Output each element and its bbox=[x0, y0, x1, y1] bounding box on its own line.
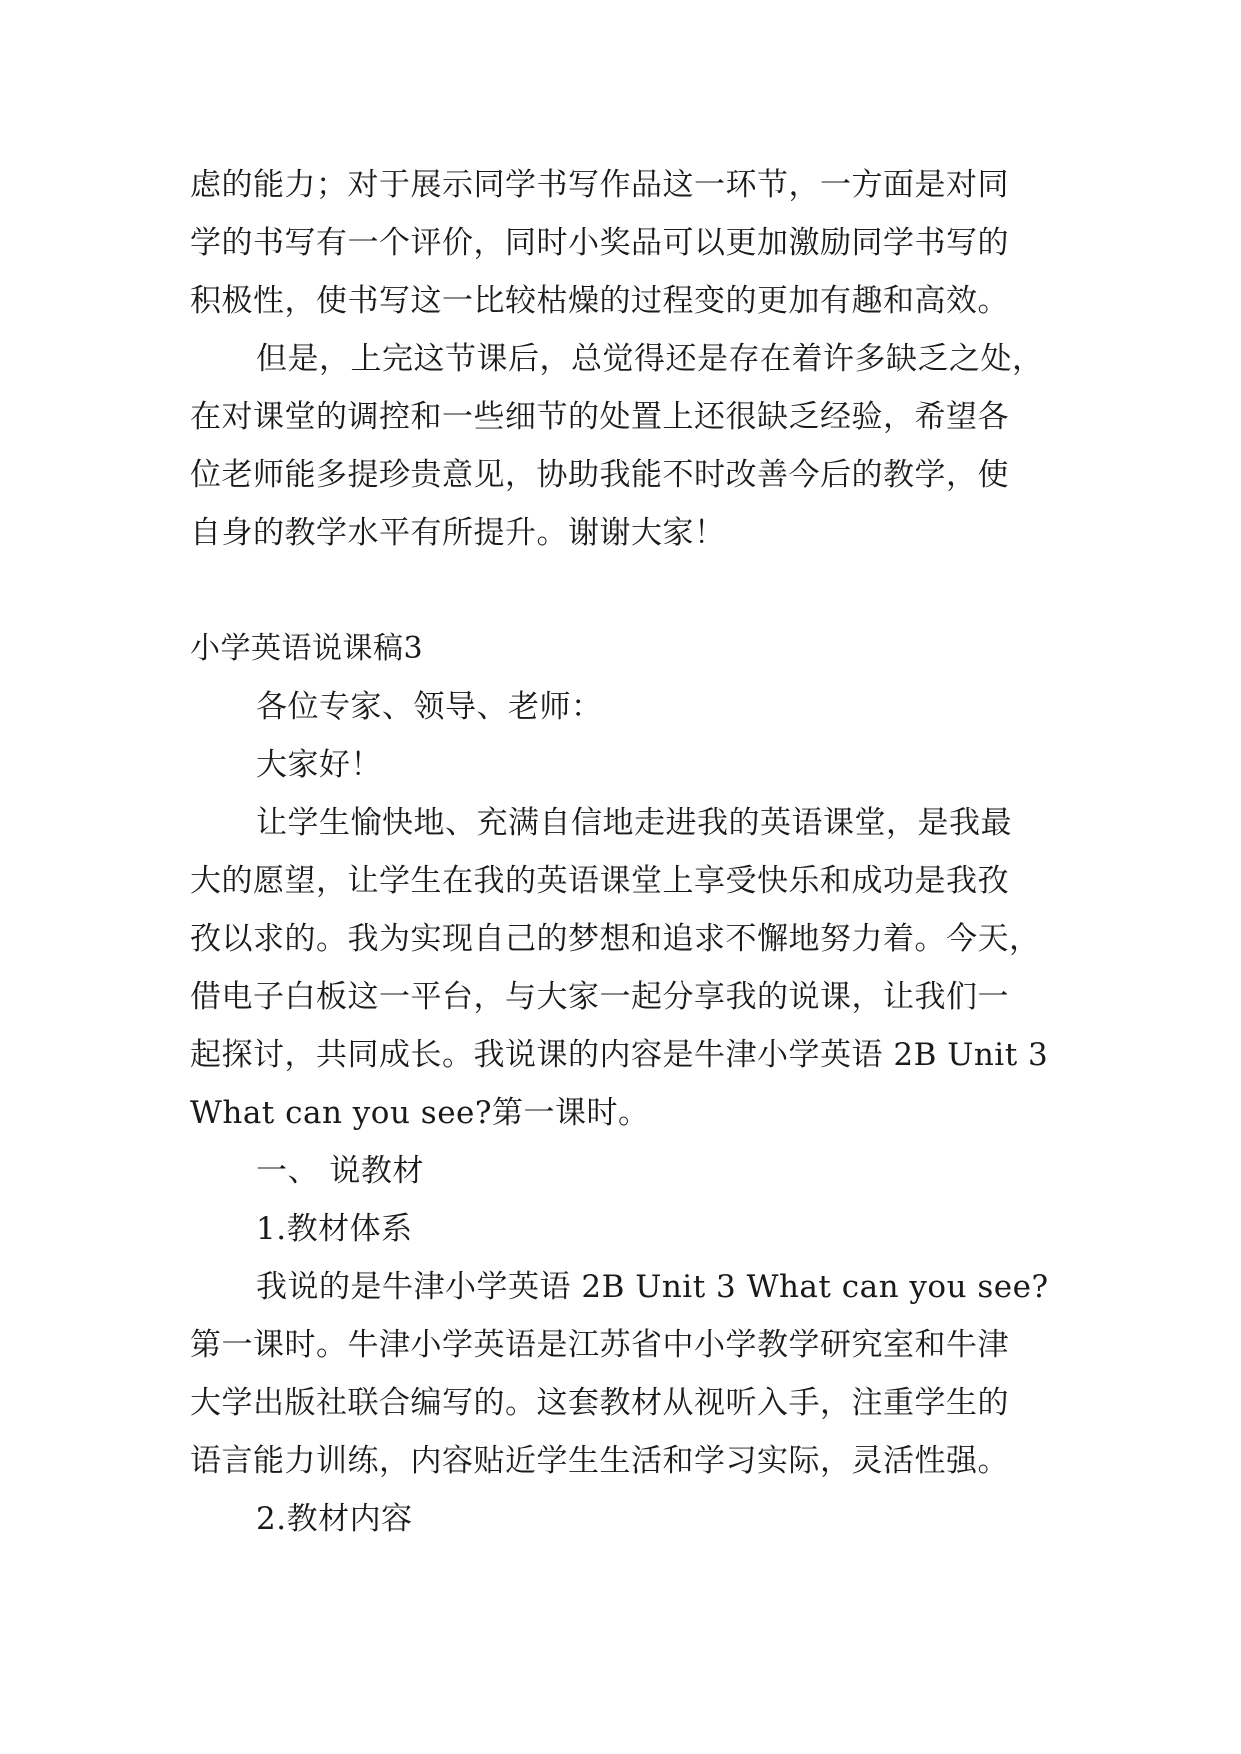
subsection-heading: 1.教材体系 bbox=[256, 1211, 413, 1247]
section-spacer bbox=[190, 562, 1070, 620]
paragraph-textbook-system bbox=[190, 1258, 1070, 1490]
paragraph-reflection bbox=[190, 330, 1070, 562]
text-line: 位老师能多提珍贵意见，协助我能不时改善今后的教学，使 bbox=[190, 457, 1009, 493]
text-line: 让学生愉快地、充满自信地走进我的英语课堂，是我最 bbox=[256, 805, 1012, 841]
text-line: 大的愿望，让学生在我的英语课堂上享受快乐和成功是我孜 bbox=[190, 863, 1009, 899]
text-line: 学的书写有一个评价，同时小奖品可以更加激励同学书写的 bbox=[190, 225, 1009, 261]
text-line: 自身的教学水平有所提升。谢谢大家！ bbox=[190, 515, 726, 551]
text-line: 积极性，使书写这一比较枯燥的过程变的更加有趣和高效。 bbox=[190, 283, 1009, 319]
text-line: 虑的能力；对于展示同学书写作品这一环节，一方面是对同 bbox=[190, 167, 1009, 203]
greeting-line: 大家好！ bbox=[256, 747, 382, 783]
paragraph-introduction bbox=[190, 794, 1070, 1142]
text-line: 大学出版社联合编写的。这套教材从视听入手，注重学生的 bbox=[190, 1385, 1009, 1421]
text-line: 起探讨，共同成长。我说课的内容是牛津小学英语 2B Unit 3 bbox=[190, 1037, 1049, 1073]
text-line: 借电子白板这一平台，与大家一起分享我的说课，让我们一 bbox=[190, 979, 1009, 1015]
paragraph-ability bbox=[190, 156, 1070, 330]
text-line: 语言能力训练，内容贴近学生生活和学习实际，灵活性强。 bbox=[190, 1443, 1009, 1479]
section-title: 小学英语说课稿3 bbox=[190, 631, 424, 666]
text-line: 但是，上完这节课后，总觉得还是存在着许多缺乏之处， bbox=[256, 341, 1044, 377]
subsection-heading: 2.教材内容 bbox=[256, 1501, 413, 1537]
text-line: What can you see?第一课时。 bbox=[190, 1095, 650, 1131]
document-body bbox=[190, 156, 1070, 1548]
text-line: 第一课时。牛津小学英语是江苏省中小学教学研究室和牛津 bbox=[190, 1327, 1009, 1363]
greeting-line: 各位专家、领导、老师： bbox=[256, 689, 603, 725]
text-line: 孜以求的。我为实现自己的梦想和追求不懈地努力着。今天， bbox=[190, 921, 1041, 957]
text-line: 我说的是牛津小学英语 2B Unit 3 What can you see? bbox=[256, 1269, 1049, 1305]
text-line: 在对课堂的调控和一些细节的处置上还很缺乏经验，希望各 bbox=[190, 399, 1009, 435]
section-heading: 一、 说教材 bbox=[256, 1153, 424, 1189]
